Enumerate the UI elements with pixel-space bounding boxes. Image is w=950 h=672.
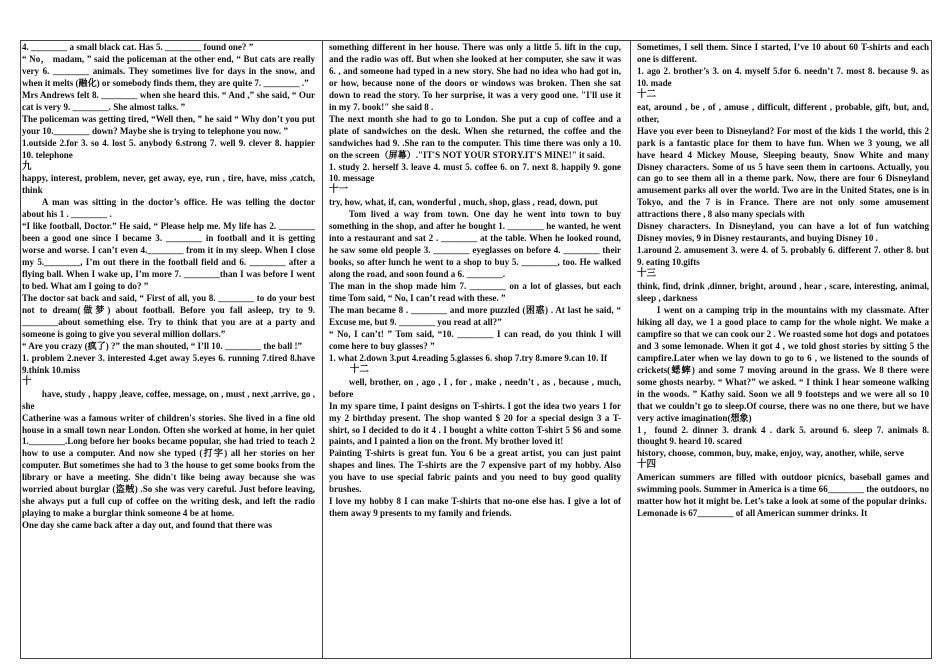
paragraph: The man became 8 . ________ and more puzzled (困惑) . At last he said, “ Excuse me, but 9. ________ you read at all?” — [329, 304, 621, 327]
answer-key: 1. problem 2.never 3. interested 4.get away 5.eyes 6. running 7.tired 8.have 9.think 10.miss — [22, 352, 315, 375]
paragraph: In my spare time, I paint designs on T-shirts. I got the idea two years 1 for my 2 birthday present. The shop wanted $ 20 for a special design 3 a T-shirt, so I decided to do it 4 . I bought a white cotton T-shirt 5 $6 and some paints, and I painted a lion on the front. My brother loved it! — [329, 400, 621, 447]
column-divider-1 — [322, 40, 323, 659]
paragraph: 4. ________ a small black cat. Has 5. ________ found one? ” — [22, 42, 254, 52]
paragraph: The man in the shop made him 7. ________ on a lot of glasses, but each time Tom said, “ No, I can’t read with these. ” — [329, 281, 621, 304]
page-frame-bottom — [20, 658, 932, 659]
text-column-3 — [637, 42, 929, 657]
word-bank: happy, interest, problem, never, get away, eye, run , tire, have, miss ,catch, think — [22, 173, 315, 196]
section-heading: 十三 — [637, 269, 657, 280]
paragraph: The next month she had to go to London. She put a cup of coffee and a plate of sandwiches on the desk. When she returned, the coffee and the sandwiches had 9. .She ran to the computer. This time there was only a 10. on the screen（屏幕）."IT'S NOT YOUR STORY.IT'S MINE!" it said. — [329, 113, 621, 160]
paragraph: Sometimes, I sell them. Since I started, I’ve 10 about 60 T-shirts and each one is different. — [637, 42, 929, 64]
section-heading: 九 — [22, 161, 32, 172]
paragraph: Disney characters. In Disneyland, you can have a lot of fun watching Disney movies, 9 in Disney restaurants, and buying Disney 10 . — [637, 221, 929, 244]
paragraph: “ Are you crazy (疯了) ?” the man shouted, “ I’ll 10. ________ the ball !” — [22, 340, 303, 351]
word-bank: well, brother, on , ago , I , for , make , needn’t , as , because , much, before — [329, 376, 621, 399]
paragraph: Have you ever been to Disneyland? For most of the kids 1 the world, this 2 park is a fantastic place for them to have fun. When we 3 young, we all have heard 4 Mickey Mouse, Sleeping beauty, Snow White and many Disney characters. Some of us 5 have seen them in cartoons. Actually, you can go to see them all in a theme park. Now, there are four 6 Disneyland amusement parks all over the world. Two are in the United States, one is in Tokyo, and the 7 is in France. There are not only some amusement attractions there , 8 also many specials with — [637, 125, 929, 220]
paragraph: Painting T-shirts is great fun. You 6 be a great artist, you can just paint shapes and lines. The T-shirts are the 7 expensive part of my hobby. Also you have to use special fabric paints and you need to buy good quality brushes. — [329, 448, 621, 495]
paragraph: “I like football, Doctor.” He said, “ Please help me. My life has 2. ________ been a good one since I became 3. ________ in football and it is getting worse and worse. I can’t even 4.________ from it in my sleep. When I close my 5.________, I’m out there in the football field and 6. ________ after a flying ball. When I wake up, I’m more 7. ________than I was before I went to bed. What am I going to do? ” — [22, 221, 315, 292]
answer-key: 1. ago 2. brother’s 3. on 4. myself 5.for 6. needn’t 7. most 8. because 9. as 10. made — [637, 65, 929, 88]
answer-key: 1.around 2. amusement 3. were 4. of 5. probably 6. different 7. other 8. but 9. eating 10.gifts — [637, 245, 929, 268]
paragraph: Tom lived a way from town. One day he went into town to buy something in the shop, and after he bought 1. ________ he wanted, he went into a restaurant and sat 2 . ________ at the table. When he looked round, he saw some old people 3. ________ eyeglasses on before 4. ________ their books, so after lunch he went to a shop to buy 5. ________, too. He walked along the road, and soon found a 6. ________. — [329, 209, 621, 280]
paragraph: The doctor sat back and said, “ First of all, you 8. ________ to do your best not to dream(做梦) about football. Before you fall asleep, try to 9. ________about something else. Try to think that you are at a party and someone is going to give you several million dollars.” — [22, 293, 315, 339]
word-bank: think, find, drink ,dinner, bright, around , hear , scare, interesting, animal, sleep , darkness — [637, 281, 929, 304]
paragraph: I love my hobby 8 I can make T-shirts that no-one else has. I give a lot of them away 9 presents to my family and friends. — [329, 496, 621, 519]
paragraph: “ No, I can’t! ” Tom said, “10. ________ I can read, do you think I will come here to buy glasses? ” — [329, 328, 621, 351]
text-column-1 — [22, 42, 315, 657]
section-heading: 十二 — [637, 89, 657, 100]
section-heading: 十二 — [349, 364, 369, 375]
column-divider-right — [931, 40, 932, 659]
paragraph: “ No， madam, ” said the policeman at the other end, “ But cats are really very 6. ________ animals. They sometimes live for days in the snow, and when it melts (融化) or somebody finds them, they are quite 7. ________ .” — [22, 53, 315, 88]
section-heading: 十 — [22, 376, 32, 387]
word-bank: history, choose, common, buy, make, enjoy, way, another, while, serve — [637, 448, 905, 459]
paragraph: Mrs Andrews felt 8. ________ when she heard this. “ And ,” she said, “ Our cat is very 9. ________. She almost talks. ” — [22, 89, 315, 112]
section-heading: 十四 — [637, 460, 657, 471]
paragraph: Catherine was a famous writer of children's stories. She lived in a fine old house in a small town near London. Often she worked at home, in her quiet 1.________.Long before her books became popular, she had tried to teach 2 how to use a computer. And now she typed (打字) all her stories on her computer. But sometimes she had to 3 the house to get some books from the library or have a meeting. She didn't like being away because she was worried about burglar (盗贼) .So she was very careful. Just before leaving, she always put a full cup of coffee on the writing desk, and left the radio playing to make a burglar think someone 4 be at home. — [22, 412, 315, 519]
answer-key: 1，found 2. dinner 3. drank 4 . dark 5. around 6. sleep 7. animals 8. thought 9. heard 10. scared — [637, 424, 929, 447]
page-frame-top — [20, 40, 932, 41]
paragraph: something different in her house. There was only a little 5. lift in the cup, and the radio was off. But when she looked at her computer, she saw it was 6. , and someone had typed in a new story. She had no idea who had got in, or how, because none of the doors or windows was broken. Then she sat down to read the story. To her surprise, it was a very good one. "I'll use it in my 7. book!" she said 8 . — [329, 42, 621, 112]
paragraph: I went on a camping trip in the mountains with my classmate. After hiking all day, we 1 a good place to camp for the whole night. We make a campfire so that we can cook our 2 . We roasted some hot dogs and potatoes and 3 some lemonade. When it got 4 , we told ghost stories by sitting 5 the campfire.Later when we lay down to go to 6 , we listened to the sounds of crickets(蟋蟀) and some 7 moving around in the grass. We 8 there were some ghosts nearby. “ What?” we asked. “ I think I hear someone walking in the woods. ” Kathy said. Soon we all 9 footsteps and we were all so 10 that we couldn’t go to sleep.Of course, there was no one there, but we have very active imagination(想象) — [637, 304, 929, 423]
paragraph: A man was sitting in the doctor’s office. He was telling the doctor about his 1 . ________ . — [22, 197, 315, 220]
word-bank: try, how, what, if, can, wonderful , much, shop, glass , read, down, put — [329, 197, 598, 208]
paragraph: American summers are filled with outdoor picnics, baseball games and swimming pools. Summer in America is a time 66________ the outdoors, no matter how hot it might be. Let’s take a look at some of the popular drinks. — [637, 472, 929, 507]
section-heading: 十一 — [329, 185, 349, 196]
word-bank: eat, around , be , of , amuse , difficult, different , probable, gift, but, and, other, — [637, 101, 929, 124]
column-divider-2 — [630, 40, 631, 659]
paragraph: Lemonade is 67________ of all American summer drinks. It — [637, 508, 868, 519]
answer-key: 1.outside 2.for 3. so 4. lost 5. anybody 6.strong 7. well 9. clever 8. happier 10. telephone — [22, 137, 315, 160]
paragraph: One day she came back after a day out, and found that there was — [22, 520, 272, 531]
answer-key: 1. study 2. herself 3. leave 4. must 5. coffee 6. on 7. next 8. happily 9. gone 10. message — [329, 161, 621, 184]
word-bank: have, study , happy ,leave, coffee, message, on , must , next ,arrive, go , she — [22, 388, 315, 411]
text-column-2 — [329, 42, 621, 657]
paragraph: The policeman was getting tired, “Well then, ” he said “ Why don’t you put your 10.________ down? Maybe she is trying to telephone you now. ” — [22, 113, 315, 136]
answer-key: 1. what 2.down 3.put 4.reading 5.glasses 6. shop 7.try 8.more 9.can 10. If — [329, 352, 608, 363]
column-divider-left — [20, 40, 21, 659]
